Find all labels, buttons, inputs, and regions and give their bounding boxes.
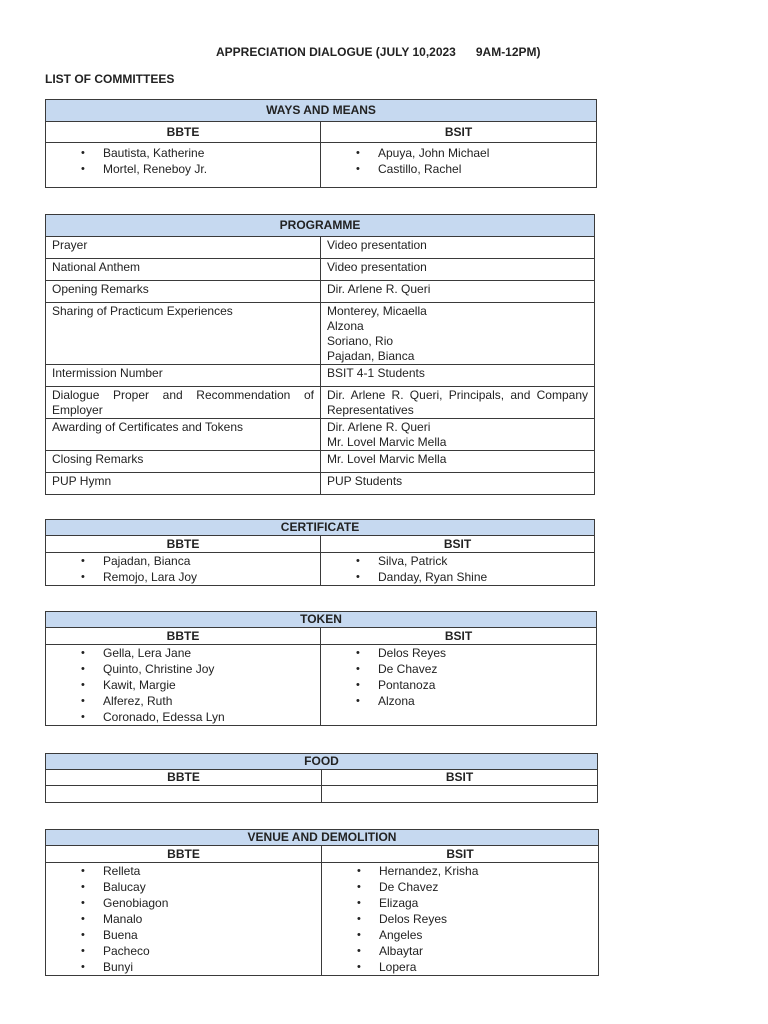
programme-item: Intermission Number <box>46 365 321 387</box>
table-title: VENUE AND DEMOLITION <box>46 830 599 846</box>
column-header-bbte: BBTE <box>46 122 321 143</box>
table-title: FOOD <box>46 754 598 770</box>
certificate-table <box>45 519 595 586</box>
bbte-empty-cell <box>46 786 322 803</box>
bbte-list <box>52 645 314 725</box>
presenter-line: Alzona <box>327 319 364 333</box>
bbte-list <box>52 553 314 585</box>
column-header-bsit: BSIT <box>321 122 597 143</box>
programme-table <box>45 214 595 495</box>
list-item: • Delos Reyes <box>328 911 592 927</box>
bsit-list <box>328 863 592 975</box>
programme-item: Dialogue Proper and Recommendation of Employer <box>46 387 321 419</box>
list-item: • Genobiagon <box>52 895 315 911</box>
programme-item: Opening Remarks <box>46 281 321 303</box>
list-item: • De Chavez <box>328 879 592 895</box>
programme-presenter <box>321 303 595 365</box>
programme-presenter: BSIT 4-1 Students <box>321 365 595 387</box>
table-title: CERTIFICATE <box>46 520 595 536</box>
list-item: • Albaytar <box>328 943 592 959</box>
column-header-bbte: BBTE <box>46 770 322 786</box>
list-item: • Hernandez, Krisha <box>328 863 592 879</box>
column-header-bbte: BBTE <box>46 536 321 553</box>
page-title: APPRECIATION DIALOGUE (JULY 10,2023 9AM-12PM) <box>216 45 541 59</box>
bbte-list <box>52 145 314 177</box>
presenter-line: Dir. Arlene R. Queri <box>327 420 431 434</box>
programme-item: Prayer <box>46 237 321 259</box>
list-item: • Danday, Ryan Shine <box>327 569 588 585</box>
food-table <box>45 753 598 803</box>
programme-item: National Anthem <box>46 259 321 281</box>
programme-item: Closing Remarks <box>46 451 321 473</box>
list-item: • Quinto, Christine Joy <box>52 661 314 677</box>
list-item: • Bunyi <box>52 959 315 975</box>
programme-presenter: Dir. Arlene R. Queri, Principals, and Company Representatives <box>321 387 595 419</box>
list-item: • Angeles <box>328 927 592 943</box>
programme-item: PUP Hymn <box>46 473 321 495</box>
list-heading: LIST OF COMMITTEES <box>45 72 175 86</box>
presenter-line: Pajadan, Bianca <box>327 349 415 363</box>
list-item: • De Chavez <box>327 661 590 677</box>
list-item: • Gella, Lera Jane <box>52 645 314 661</box>
column-header-bbte: BBTE <box>46 628 321 645</box>
presenter-line: Soriano, Rio <box>327 334 394 348</box>
list-item: • Remojo, Lara Joy <box>52 569 314 585</box>
programme-presenter: Video presentation <box>321 259 595 281</box>
list-item: • Bautista, Katherine <box>52 145 314 161</box>
list-item: • Elizaga <box>328 895 592 911</box>
ways-and-means-table <box>45 99 597 188</box>
table-title: PROGRAMME <box>46 215 595 237</box>
venue-demolition-table <box>45 829 599 976</box>
bbte-list <box>52 863 315 975</box>
list-item: • Delos Reyes <box>327 645 590 661</box>
list-item: • Castillo, Rachel <box>327 161 590 177</box>
programme-presenter: Dir. Arlene R. Queri <box>321 281 595 303</box>
column-header-bsit: BSIT <box>322 846 599 863</box>
list-item: • Alferez, Ruth <box>52 693 314 709</box>
table-title: TOKEN <box>46 612 597 628</box>
table-title: WAYS AND MEANS <box>46 100 597 122</box>
programme-item: Awarding of Certificates and Tokens <box>46 419 321 451</box>
column-header-bsit: BSIT <box>322 770 598 786</box>
list-item: • Apuya, John Michael <box>327 145 590 161</box>
list-item: • Relleta <box>52 863 315 879</box>
list-item: • Balucay <box>52 879 315 895</box>
presenter-line: Mr. Lovel Marvic Mella <box>327 435 447 449</box>
list-item: • Pajadan, Bianca <box>52 553 314 569</box>
token-table <box>45 611 597 726</box>
column-header-bsit: BSIT <box>321 628 597 645</box>
list-item: • Mortel, Reneboy Jr. <box>52 161 314 177</box>
programme-presenter <box>321 419 595 451</box>
list-item: • Buena <box>52 927 315 943</box>
list-item: • Lopera <box>328 959 592 975</box>
list-item: • Silva, Patrick <box>327 553 588 569</box>
list-item: • Kawit, Margie <box>52 677 314 693</box>
column-header-bbte: BBTE <box>46 846 322 863</box>
programme-presenter: PUP Students <box>321 473 595 495</box>
list-item: • Alzona <box>327 693 590 709</box>
list-item: • Pontanoza <box>327 677 590 693</box>
list-item: • Pacheco <box>52 943 315 959</box>
programme-presenter: Mr. Lovel Marvic Mella <box>321 451 595 473</box>
programme-item: Sharing of Practicum Experiences <box>46 303 321 365</box>
bsit-list <box>327 553 588 585</box>
programme-presenter: Video presentation <box>321 237 595 259</box>
presenter-line: Monterey, Micaella <box>327 304 427 318</box>
bsit-list <box>327 145 590 177</box>
list-item: • Manalo <box>52 911 315 927</box>
bsit-empty-cell <box>322 786 598 803</box>
column-header-bsit: BSIT <box>321 536 595 553</box>
bsit-list <box>327 645 590 709</box>
list-item: • Coronado, Edessa Lyn <box>52 709 314 725</box>
